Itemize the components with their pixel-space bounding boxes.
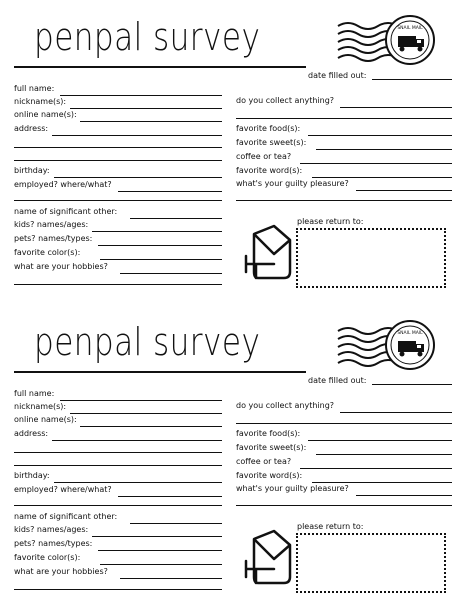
employed-field[interactable]: [14, 485, 222, 497]
kids-label: kids? names/ages:: [14, 525, 89, 534]
return-address-box[interactable]: [296, 533, 446, 593]
online-name-label: online name(s):: [14, 110, 77, 119]
envelope-icon: [244, 222, 296, 282]
address-line-3[interactable]: [14, 160, 222, 161]
pets-field[interactable]: [14, 234, 222, 246]
kids-line: [92, 231, 222, 232]
full-name-field[interactable]: [14, 389, 222, 401]
employed-line: [118, 496, 222, 497]
favorite-word-field[interactable]: [236, 166, 452, 178]
date-filled-field[interactable]: [372, 79, 452, 80]
favorite-word-line: [312, 177, 452, 178]
online-name-field[interactable]: [14, 110, 222, 122]
birthday-label: birthday:: [14, 166, 50, 175]
pets-label: pets? names/types:: [14, 234, 93, 243]
date-filled-label: date filled out:: [308, 71, 367, 80]
birthday-label: birthday:: [14, 471, 50, 480]
guilty-pleasure-label: what's your guilty pleasure?: [236, 179, 349, 188]
pets-line: [98, 245, 222, 246]
return-address-box[interactable]: [296, 228, 446, 288]
nickname-line: [70, 108, 222, 109]
hobbies-label: what are your hobbies?: [14, 567, 108, 576]
employed-field[interactable]: [14, 180, 222, 192]
stamp-text: SNAIL MAIL: [397, 331, 423, 336]
favorite-sweet-field[interactable]: [236, 443, 452, 455]
stamp-text: SNAIL MAIL: [397, 26, 423, 31]
nickname-line: [70, 413, 222, 414]
title-underline: [14, 371, 306, 373]
survey-title: penpal survey: [34, 15, 261, 59]
return-label: please return to:: [297, 522, 364, 531]
employed-line-2[interactable]: [14, 505, 222, 506]
hobbies-line-2[interactable]: [14, 284, 222, 285]
favorite-word-line: [312, 482, 452, 483]
favorite-color-line: [100, 564, 222, 565]
favorite-word-field[interactable]: [236, 471, 452, 483]
favorite-word-label: favorite word(s):: [236, 166, 303, 175]
favorite-food-field[interactable]: [236, 429, 452, 441]
employed-label: employed? where/what?: [14, 485, 112, 494]
collect-label: do you collect anything?: [236, 401, 335, 410]
online-name-label: online name(s):: [14, 415, 77, 424]
guilty-pleasure-line: [356, 190, 452, 191]
address-line-2[interactable]: [14, 147, 222, 148]
address-label: address:: [14, 124, 49, 133]
hobbies-field[interactable]: [14, 262, 222, 274]
significant-other-field[interactable]: [14, 207, 222, 219]
address-line: [52, 440, 222, 441]
favorite-color-field[interactable]: [14, 248, 222, 260]
significant-other-line: [130, 523, 222, 524]
guilty-pleasure-line-2[interactable]: [236, 200, 452, 201]
significant-other-line: [130, 218, 222, 219]
address-label: address:: [14, 429, 49, 438]
full-name-label: full name:: [14, 389, 55, 398]
favorite-sweet-field[interactable]: [236, 138, 452, 150]
favorite-food-label: favorite food(s):: [236, 429, 301, 438]
significant-other-label: name of significant other:: [14, 512, 118, 521]
kids-field[interactable]: [14, 220, 222, 232]
birthday-line: [54, 177, 222, 178]
return-label: please return to:: [297, 217, 364, 226]
kids-line: [92, 536, 222, 537]
coffee-or-tea-line: [300, 163, 452, 164]
favorite-sweet-label: favorite sweet(s):: [236, 443, 307, 452]
favorite-color-label: favorite color(s):: [14, 553, 81, 562]
nickname-label: nickname(s):: [14, 97, 67, 106]
full-name-field[interactable]: [14, 84, 222, 96]
collect-field[interactable]: [236, 96, 452, 108]
coffee-or-tea-field[interactable]: [236, 457, 452, 469]
survey-title: penpal survey: [34, 320, 261, 364]
nickname-field[interactable]: [14, 402, 222, 414]
hobbies-line-2[interactable]: [14, 589, 222, 590]
collect-line-2[interactable]: [236, 118, 452, 119]
guilty-pleasure-line-2[interactable]: [236, 505, 452, 506]
kids-label: kids? names/ages:: [14, 220, 89, 229]
favorite-color-field[interactable]: [14, 553, 222, 565]
coffee-or-tea-label: coffee or tea?: [236, 152, 292, 161]
employed-line-2[interactable]: [14, 200, 222, 201]
address-field[interactable]: [14, 429, 222, 441]
full-name-label: full name:: [14, 84, 55, 93]
significant-other-label: name of significant other:: [14, 207, 118, 216]
collect-label: do you collect anything?: [236, 96, 335, 105]
collect-line: [340, 107, 452, 108]
employed-label: employed? where/what?: [14, 180, 112, 189]
favorite-sweet-line: [316, 454, 452, 455]
guilty-pleasure-line: [356, 495, 452, 496]
pets-line: [98, 550, 222, 551]
significant-other-field[interactable]: [14, 512, 222, 524]
date-filled-field[interactable]: [372, 384, 452, 385]
kids-field[interactable]: [14, 525, 222, 537]
favorite-sweet-label: favorite sweet(s):: [236, 138, 307, 147]
pets-field[interactable]: [14, 539, 222, 551]
favorite-food-line: [308, 135, 452, 136]
address-line: [52, 135, 222, 136]
date-filled-label: date filled out:: [308, 376, 367, 385]
online-name-field[interactable]: [14, 415, 222, 427]
hobbies-line: [120, 273, 222, 274]
collect-line-2[interactable]: [236, 423, 452, 424]
birthday-field[interactable]: [14, 166, 222, 178]
favorite-word-label: favorite word(s):: [236, 471, 303, 480]
nickname-field[interactable]: [14, 97, 222, 109]
title-underline: [14, 66, 306, 68]
nickname-label: nickname(s):: [14, 402, 67, 411]
employed-line: [118, 191, 222, 192]
favorite-color-label: favorite color(s):: [14, 248, 81, 257]
survey-card-bottom: [0, 305, 474, 610]
guilty-pleasure-label: what's your guilty pleasure?: [236, 484, 349, 493]
envelope-icon: [244, 527, 296, 587]
hobbies-line: [120, 578, 222, 579]
birthday-field[interactable]: [14, 471, 222, 483]
hobbies-field[interactable]: [14, 567, 222, 579]
guilty-pleasure-field[interactable]: [236, 179, 452, 191]
favorite-sweet-line: [316, 149, 452, 150]
favorite-food-line: [308, 440, 452, 441]
online-name-line: [80, 121, 222, 122]
favorite-food-field[interactable]: [236, 124, 452, 136]
coffee-or-tea-line: [300, 468, 452, 469]
address-line-2[interactable]: [14, 452, 222, 453]
coffee-or-tea-label: coffee or tea?: [236, 457, 292, 466]
pets-label: pets? names/types:: [14, 539, 93, 548]
coffee-or-tea-field[interactable]: [236, 152, 452, 164]
guilty-pleasure-field[interactable]: [236, 484, 452, 496]
hobbies-label: what are your hobbies?: [14, 262, 108, 271]
favorite-color-line: [100, 259, 222, 260]
favorite-food-label: favorite food(s):: [236, 124, 301, 133]
address-field[interactable]: [14, 124, 222, 136]
birthday-line: [54, 482, 222, 483]
address-line-3[interactable]: [14, 465, 222, 466]
full-name-line: [60, 400, 222, 401]
online-name-line: [80, 426, 222, 427]
full-name-line: [60, 95, 222, 96]
collect-line: [340, 412, 452, 413]
collect-field[interactable]: [236, 401, 452, 413]
